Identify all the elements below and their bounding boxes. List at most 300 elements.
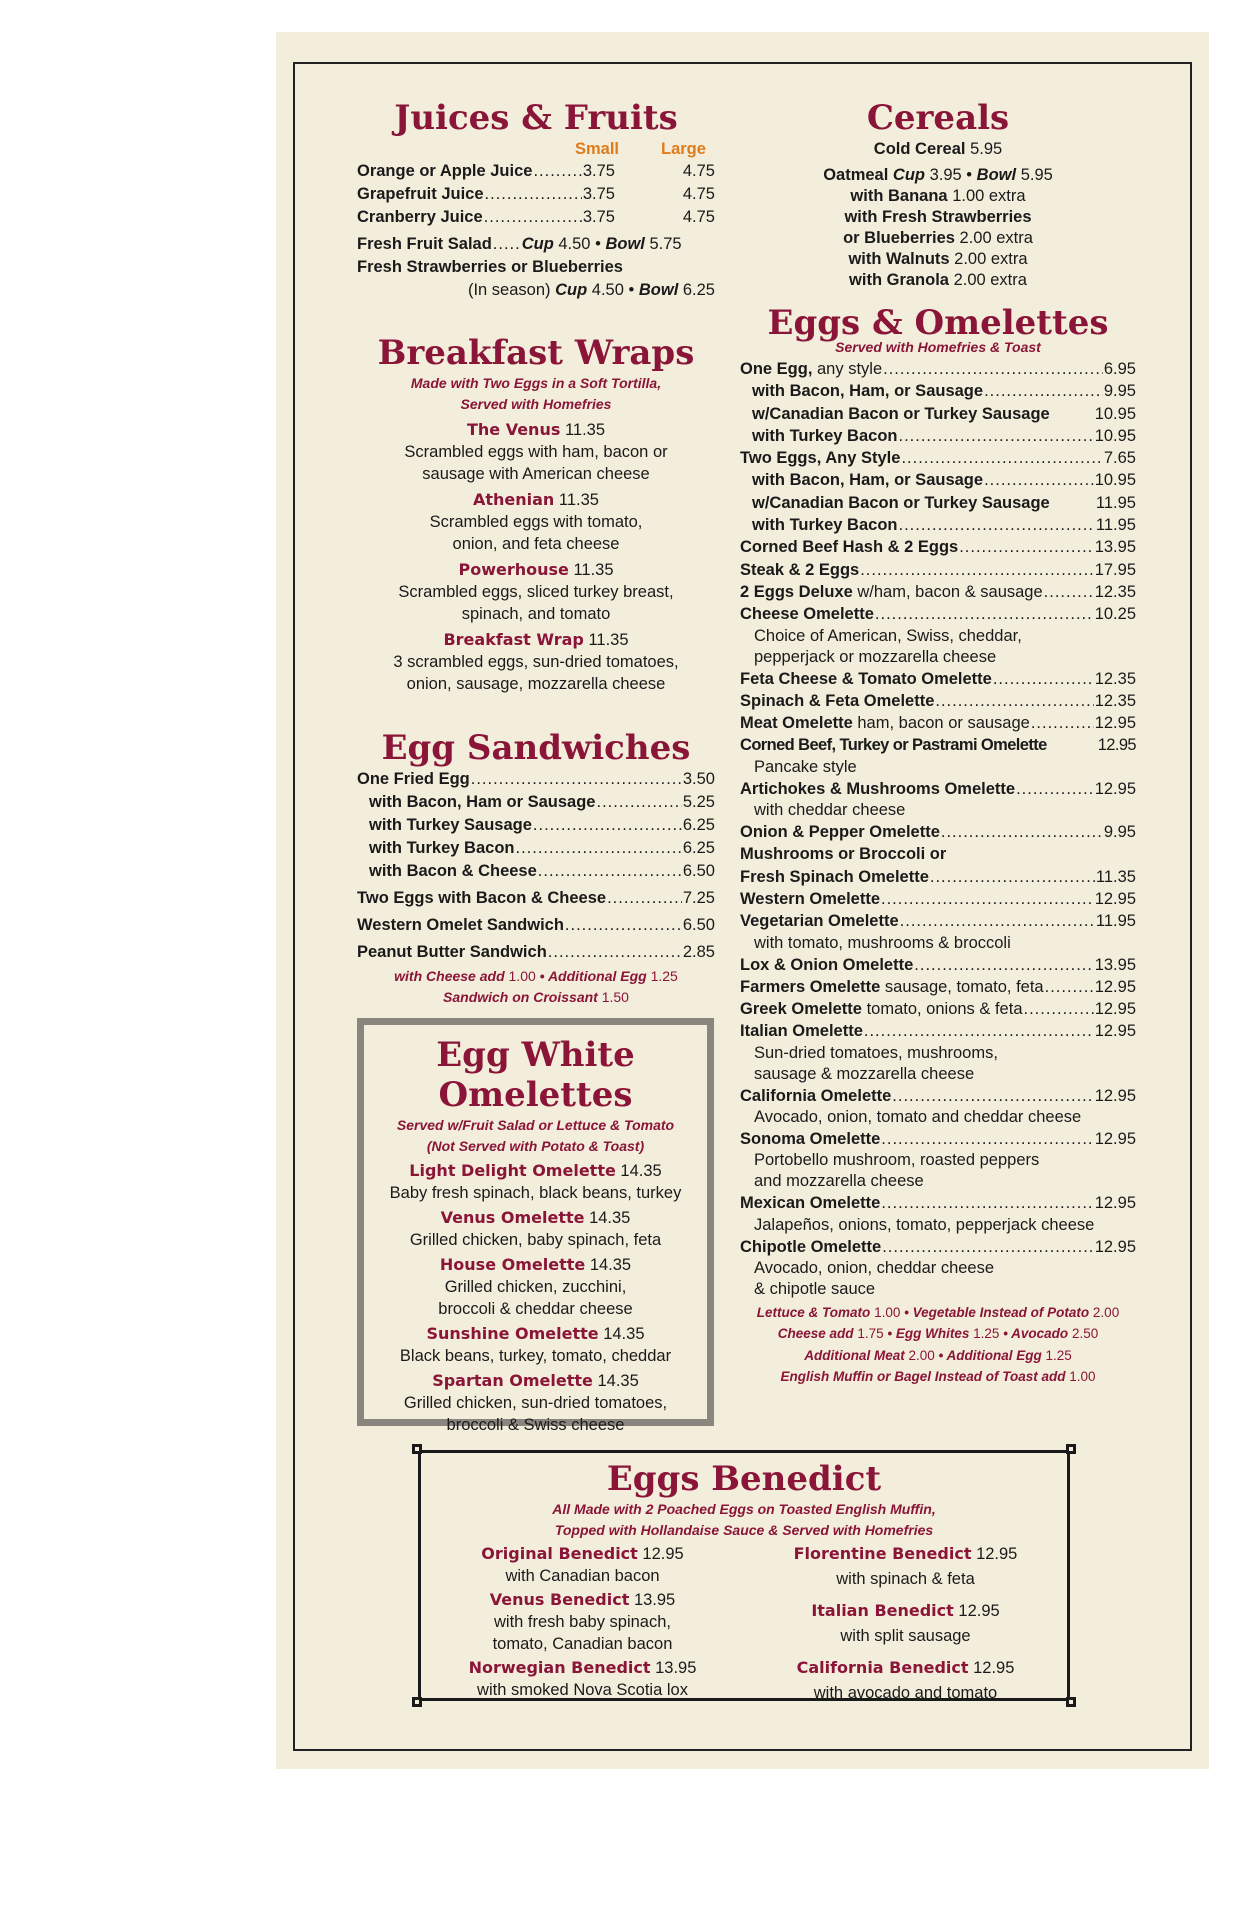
- wrap-desc: Scrambled eggs, sliced turkey breast,: [398, 583, 674, 601]
- egg-item-price: 9.95: [1103, 823, 1136, 842]
- egg-item-desc: with cheddar cheese: [754, 801, 906, 820]
- egg-white-price: 14.35: [603, 1325, 645, 1343]
- egg-item-price: 13.95: [1094, 538, 1136, 557]
- egg-item-extra: tomato, onions & feta: [861, 1000, 1023, 1019]
- egg-item-name: Spinach & Feta Omelette: [740, 691, 935, 710]
- note-text: Avocado: [1011, 1326, 1069, 1342]
- benedict-desc: with split sausage: [840, 1627, 971, 1645]
- benedict-price: 12.95: [958, 1602, 1000, 1620]
- leader-dots: [485, 183, 582, 206]
- egg-white-name: Light Delight Omelette: [409, 1161, 616, 1180]
- juice-name: Orange or Apple Juice: [357, 162, 533, 180]
- juice-row: [357, 160, 715, 183]
- egg-item-name: with Bacon, Ham, or Sausage: [752, 471, 984, 490]
- benedict-item: [744, 1657, 1067, 1679]
- note-price: 2.50: [1071, 1326, 1099, 1342]
- wrap-item: [357, 489, 715, 511]
- egg-item-name: Corned Beef, Turkey or Pastrami Omelette: [740, 736, 1047, 755]
- sandwich-row: [357, 860, 715, 883]
- egg-item-extra: sausage, tomato, feta: [880, 977, 1044, 996]
- egg-item-price: 12.95: [1094, 1130, 1136, 1149]
- egg-item-name: Lox & Onion Omelette: [740, 955, 914, 974]
- egg-item-name: Onion & Pepper Omelette: [740, 823, 940, 842]
- egg-item-name: with Bacon, Ham, or Sausage: [752, 382, 984, 401]
- wrap-desc: sausage with American cheese: [422, 465, 650, 483]
- egg-note-line: [740, 1345, 1136, 1367]
- egg-white-desc: Grilled chicken, sun-dried tomatoes,: [403, 1394, 668, 1412]
- juice-large-price: 4.75: [682, 185, 715, 203]
- benedict-price: 13.95: [655, 1659, 697, 1677]
- egg-row: [740, 514, 1136, 536]
- wrap-item: [357, 629, 715, 651]
- juice-list: [357, 160, 715, 229]
- leader-dots: [607, 887, 682, 910]
- egg-item-price: 7.65: [1103, 449, 1136, 468]
- benedict-box: [418, 1450, 1070, 1701]
- egg-row: [740, 778, 1136, 800]
- egg-white-item: [364, 1254, 707, 1276]
- juice-small-price: 3.75: [582, 185, 615, 203]
- egg-item-name: Italian Omelette: [740, 1022, 863, 1041]
- egg-row: [740, 536, 1136, 558]
- egg-row: [740, 559, 1136, 581]
- egg-item-price: 10.95: [1094, 471, 1136, 490]
- egg-item-price: 10.95: [1094, 426, 1136, 445]
- wrap-name: Powerhouse: [458, 560, 569, 579]
- juice-row: [357, 206, 715, 229]
- cereal-extra-name: with Walnuts: [848, 250, 950, 268]
- benedict-name: Italian Benedict: [811, 1601, 954, 1620]
- size-large-label: Large: [661, 140, 706, 158]
- egg-item-name: Greek Omelette: [740, 1000, 862, 1019]
- benedict-desc: tomato, Canadian bacon: [492, 1635, 673, 1653]
- egg-item-price: 12.95: [1094, 1022, 1136, 1041]
- note-separator: •: [904, 1304, 909, 1320]
- cereal-extras-list: [738, 186, 1138, 291]
- egg-item-price: 10.25: [1094, 605, 1136, 624]
- egg-white-item: [364, 1160, 707, 1182]
- sandwich-note-1: with Cheese add 1.00 • Additional Egg 1.25: [394, 968, 678, 984]
- leader-dots: [538, 860, 682, 883]
- benedict-subtitle-1: All Made with 2 Poached Eggs on Toasted English Muffin,: [552, 1501, 936, 1517]
- sandwich-price: 5.25: [682, 793, 715, 811]
- sandwich-name: with Bacon, Ham or Sausage: [369, 793, 596, 811]
- note-price: 2.00: [1092, 1304, 1120, 1320]
- egg-item-price: 6.95: [1103, 360, 1136, 378]
- egg-white-price: 14.35: [589, 1209, 631, 1227]
- egg-item-name: Fresh Spinach Omelette: [740, 867, 929, 886]
- sandwich-name: Western Omelet Sandwich: [357, 916, 564, 934]
- benedict-item: [744, 1600, 1067, 1622]
- leader-dots: [864, 1020, 1094, 1042]
- egg-row: [740, 1192, 1136, 1214]
- wrap-name: The Venus: [466, 420, 561, 439]
- sandwich-row: [357, 837, 715, 860]
- sandwich-price: 6.25: [682, 816, 715, 834]
- sandwich-name: with Bacon & Cheese: [369, 862, 537, 880]
- note-price: 1.00: [1069, 1369, 1096, 1385]
- sandwich-list: [357, 768, 715, 964]
- egg-item-price: 12.95: [1094, 779, 1136, 798]
- egg-item-name: Sonoma Omelette: [740, 1130, 881, 1149]
- egg-row: [740, 976, 1136, 998]
- egg-item-name: w/Canadian Bacon or Turkey Sausage: [752, 493, 1050, 512]
- leader-dots: [471, 768, 682, 791]
- wrap-desc: Scrambled eggs with tomato,: [429, 513, 643, 531]
- eggs-notes: [740, 1302, 1136, 1388]
- benedict-item: [744, 1543, 1067, 1565]
- cereal-extra: [738, 186, 1138, 207]
- juice-small-price: 3.75: [582, 162, 615, 180]
- leader-dots: [898, 425, 1093, 447]
- egg-item-name: w/Canadian Bacon or Turkey Sausage: [752, 404, 1050, 423]
- leader-dots: [883, 358, 1103, 380]
- egg-row: [740, 910, 1136, 932]
- egg-item-price: 13.95: [1094, 955, 1136, 974]
- egg-item-name: Feta Cheese & Tomato Omelette: [740, 669, 992, 688]
- wrap-item: [357, 419, 715, 441]
- cereals-title: Cereals: [866, 98, 1010, 138]
- egg-row: [740, 492, 1136, 514]
- sandwich-price: 2.85: [682, 943, 715, 961]
- benedict-price: 13.95: [633, 1591, 676, 1609]
- egg-row: [740, 843, 1136, 865]
- benedict-item: [421, 1657, 744, 1679]
- juice-name: Cranberry Juice: [357, 208, 483, 226]
- egg-white-desc: broccoli & cheddar cheese: [438, 1300, 633, 1318]
- egg-row: [740, 954, 1136, 976]
- egg-item-price: 12.35: [1094, 691, 1136, 710]
- leader-dots: [993, 668, 1094, 690]
- egg-item-price: 12.95: [1094, 977, 1136, 996]
- egg-item-price: 12.95: [1094, 714, 1136, 733]
- leader-dots: [515, 837, 681, 860]
- wraps-subtitle-1: Made with Two Eggs in a Soft Tortilla,: [410, 375, 662, 391]
- egg-white-name: Venus Omelette: [440, 1208, 585, 1227]
- note-separator: •: [938, 1347, 944, 1363]
- egg-white-subtitle-2: (Not Served with Potato & Toast): [426, 1138, 645, 1154]
- leader-dots: [941, 821, 1103, 843]
- egg-item-name: Vegetarian Omelette: [740, 912, 899, 931]
- benedict-name: Norwegian Benedict: [468, 1658, 651, 1677]
- egg-item-desc: sausage & mozzarella cheese: [754, 1064, 975, 1083]
- egg-item-price: 11.95: [1095, 912, 1136, 931]
- egg-item-desc: Pancake style: [754, 757, 857, 776]
- egg-white-desc: Grilled chicken, zucchini,: [444, 1278, 627, 1296]
- egg-item-desc: Avocado, onion, tomato and cheddar cheese: [754, 1108, 1082, 1127]
- egg-row: [740, 380, 1136, 402]
- leader-dots: [548, 941, 682, 964]
- leader-dots: [565, 914, 682, 937]
- egg-item-name: Western Omelette: [740, 889, 880, 908]
- benedict-desc: with fresh baby spinach,: [493, 1613, 671, 1631]
- sandwiches-title: Egg Sandwiches: [381, 728, 691, 768]
- note-text: Additional Meat: [804, 1347, 905, 1363]
- cereal-extra: [738, 270, 1138, 291]
- juice-large-price: 4.75: [682, 162, 715, 180]
- egg-row: [740, 581, 1136, 603]
- note-text: Lettuce & Tomato: [756, 1304, 871, 1320]
- egg-note-line: [740, 1302, 1136, 1324]
- egg-item-desc: Avocado, onion, cheddar cheese: [754, 1258, 995, 1277]
- egg-row: [740, 425, 1136, 447]
- egg-row: [740, 998, 1136, 1020]
- size-small-label: Small: [575, 140, 620, 158]
- egg-row: [740, 358, 1136, 380]
- leader-dots: [875, 603, 1094, 625]
- benedict-name: Venus Benedict: [489, 1590, 630, 1609]
- egg-item-name: Mexican Omelette: [740, 1194, 881, 1213]
- egg-white-item: [364, 1370, 707, 1392]
- wrap-list: [357, 419, 715, 695]
- leader-dots: [533, 814, 682, 837]
- benedict-price: 12.95: [973, 1659, 1015, 1677]
- egg-item-name: Chipotle Omelette: [740, 1237, 882, 1256]
- egg-item-price: 12.35: [1094, 669, 1136, 688]
- note-price: 2.00: [908, 1347, 935, 1363]
- leader-dots: [914, 954, 1093, 976]
- egg-item-name: Farmers Omelette: [740, 977, 881, 996]
- egg-item-extra: any style: [812, 360, 883, 378]
- juice-name: Grapefruit Juice: [357, 185, 484, 203]
- leader-dots: [1044, 581, 1094, 603]
- benedict-right-list: [744, 1541, 1067, 1704]
- note-text: English Muffin or Bagel Instead of Toast add: [780, 1369, 1066, 1385]
- leader-dots: [596, 791, 681, 814]
- egg-row: [740, 1236, 1136, 1258]
- egg-row: [740, 866, 1136, 888]
- sandwich-row: [357, 791, 715, 814]
- wrap-item: [357, 559, 715, 581]
- leader-dots: [901, 447, 1102, 469]
- wrap-desc: 3 scrambled eggs, sun-dried tomatoes,: [393, 653, 679, 671]
- egg-item-name: Cheese Omelette: [740, 605, 874, 624]
- egg-item-name: with Turkey Bacon: [752, 426, 898, 445]
- egg-row: [740, 888, 1136, 910]
- leader-dots: [1045, 976, 1094, 998]
- cereal-extra-name: with Fresh Strawberries: [844, 208, 1032, 226]
- cereal-extra: [738, 228, 1138, 249]
- benedict-name: Florentine Benedict: [793, 1544, 972, 1563]
- egg-white-list: [364, 1160, 707, 1436]
- egg-item-name: Corned Beef Hash & 2 Eggs: [740, 538, 959, 557]
- benedict-name: California Benedict: [796, 1658, 969, 1677]
- berries-price-row: (In season) Cup 4.50 • Bowl 6.25: [467, 281, 715, 299]
- benedict-price: 12.95: [976, 1545, 1018, 1563]
- sandwich-price: 3.50: [682, 770, 715, 788]
- egg-item-price: 12.95: [1094, 1000, 1136, 1019]
- leader-dots: [1031, 712, 1094, 734]
- egg-white-desc: Grilled chicken, baby spinach, feta: [409, 1231, 662, 1249]
- sandwich-price: 6.25: [682, 839, 715, 857]
- benedict-desc: with Canadian bacon: [505, 1567, 660, 1585]
- egg-white-price: 14.35: [597, 1372, 639, 1390]
- leader-dots: [881, 1192, 1093, 1214]
- wrap-price: 11.35: [558, 491, 599, 509]
- sandwich-name: with Turkey Bacon: [369, 839, 515, 857]
- sandwich-name: Peanut Butter Sandwich: [357, 943, 547, 961]
- egg-item-price: 12.95: [1094, 889, 1136, 908]
- leader-dots: [1016, 778, 1094, 800]
- eggs-list: [740, 358, 1136, 1300]
- egg-white-desc: broccoli & Swiss cheese: [446, 1416, 625, 1434]
- sandwich-row: [357, 768, 715, 791]
- cereal-extra-name: with Banana: [850, 187, 948, 205]
- leader-dots: [860, 559, 1093, 581]
- wrap-price: 11.35: [573, 561, 614, 579]
- egg-item-name: with Turkey Bacon: [752, 516, 898, 535]
- leader-dots: [935, 690, 1093, 712]
- benedict-title: Eggs Benedict: [606, 1459, 882, 1499]
- egg-item-extra: w/ham, bacon & sausage: [852, 582, 1043, 601]
- benedict-left-list: [421, 1541, 744, 1704]
- benedict-subtitle-2: Topped with Hollandaise Sauce & Served with Homefries: [554, 1522, 934, 1538]
- note-price: 1.00: [874, 1304, 901, 1320]
- wraps-section: [357, 333, 715, 695]
- benedict-price: 12.95: [642, 1545, 684, 1563]
- wrap-name: Athenian: [472, 490, 555, 509]
- benedict-item: [421, 1543, 744, 1565]
- egg-row: [740, 821, 1136, 843]
- juices-section: [357, 98, 715, 302]
- wrap-name: Breakfast Wrap: [443, 630, 584, 649]
- egg-white-name: Sunshine Omelette: [426, 1324, 599, 1343]
- egg-row: [740, 603, 1136, 625]
- egg-white-subtitle-1: Served w/Fruit Salad or Lettuce & Tomato: [396, 1117, 675, 1133]
- egg-note-line: [740, 1366, 1136, 1388]
- juice-large-price: 4.75: [682, 208, 715, 226]
- egg-white-name: Spartan Omelette: [432, 1371, 593, 1390]
- cereal-extra: [738, 207, 1138, 228]
- egg-row: [740, 469, 1136, 491]
- egg-item-price: 12.95: [1094, 1086, 1136, 1105]
- egg-row: [740, 690, 1136, 712]
- leader-dots: [1024, 998, 1094, 1020]
- egg-row: [740, 403, 1136, 425]
- wraps-subtitle-2: Served with Homefries: [460, 396, 612, 412]
- cereal-extra: [738, 249, 1138, 270]
- egg-item-desc: and mozzarella cheese: [754, 1172, 924, 1191]
- leader-dots: [930, 866, 1095, 888]
- cereal-extra-price: 1.00 extra: [952, 187, 1026, 205]
- note-text: Egg Whites: [895, 1326, 970, 1342]
- leader-dots: [898, 514, 1094, 536]
- eggs-title: Eggs & Omelettes: [767, 303, 1109, 343]
- egg-row: [740, 668, 1136, 690]
- cereal-extra-price: 2.00 extra: [954, 250, 1028, 268]
- egg-white-price: 14.35: [620, 1162, 662, 1180]
- egg-item-name: Artichokes & Mushrooms Omelette: [740, 779, 1016, 798]
- egg-white-box: [357, 1018, 714, 1434]
- eggs-section: [740, 303, 1136, 1388]
- cereal-extra-name: with Granola: [849, 271, 949, 289]
- leader-dots: [881, 888, 1094, 910]
- egg-white-title: Egg White Omelettes: [436, 1035, 635, 1115]
- leader-dots: [484, 206, 582, 229]
- egg-white-name: House Omelette: [439, 1255, 586, 1274]
- egg-item-desc: Jalapeños, onions, tomato, pepperjack cheese: [754, 1215, 1095, 1234]
- egg-row: [740, 734, 1136, 756]
- egg-item-desc: Choice of American, Swiss, cheddar,: [754, 626, 1022, 645]
- egg-note-line: [740, 1323, 1136, 1345]
- sandwich-row: [357, 814, 715, 837]
- egg-item-price: 11.95: [1095, 493, 1136, 512]
- egg-row: [740, 1020, 1136, 1042]
- egg-item-price: 10.95: [1094, 404, 1136, 423]
- leader-dots: [984, 380, 1103, 402]
- egg-row: [740, 1128, 1136, 1150]
- cereal-extra-price: 2.00 extra: [953, 271, 1027, 289]
- cereals-section: [738, 98, 1138, 291]
- sandwich-price: 6.50: [682, 916, 715, 934]
- size-header: [357, 138, 715, 160]
- wrap-desc: onion, and feta cheese: [452, 535, 620, 553]
- egg-item-price: 12.95: [1094, 1194, 1136, 1213]
- benedict-name: Original Benedict: [481, 1544, 638, 1563]
- cold-cereal-row: Cold Cereal 5.95: [873, 140, 1003, 158]
- note-separator: •: [887, 1326, 893, 1342]
- cereal-extra-price: 2.00 extra: [959, 229, 1033, 247]
- sandwich-note-2: Sandwich on Croissant 1.50: [443, 989, 629, 1005]
- leader-dots: [984, 469, 1094, 491]
- juices-title: Juices & Fruits: [394, 98, 678, 138]
- leader-dots: [900, 910, 1095, 932]
- egg-item-price: 11.95: [1095, 516, 1136, 535]
- egg-white-desc: Baby fresh spinach, black beans, turkey: [389, 1184, 682, 1202]
- egg-item-desc: pepperjack or mozzarella cheese: [754, 647, 997, 666]
- eggs-subtitle: Served with Homefries & Toast: [835, 339, 1041, 355]
- egg-item-price: 12.35: [1094, 582, 1136, 601]
- egg-item-price: 12.95: [1094, 1237, 1136, 1256]
- egg-item-name: Two Eggs, Any Style: [740, 449, 901, 468]
- juice-small-price: 3.75: [582, 208, 615, 226]
- benedict-desc: with smoked Nova Scotia lox: [477, 1681, 688, 1699]
- wrap-desc: onion, sausage, mozzarella cheese: [406, 675, 666, 693]
- sandwich-row: [357, 941, 715, 964]
- sandwich-price: 7.25: [682, 889, 715, 907]
- egg-white-item: [364, 1323, 707, 1345]
- egg-item-price: 12.95: [1097, 736, 1136, 755]
- note-text: Vegetable Instead of Potato: [912, 1304, 1090, 1320]
- leader-dots: [882, 1236, 1094, 1258]
- cereal-extra-name: or Blueberries: [843, 229, 955, 247]
- egg-row: [740, 712, 1136, 734]
- wrap-desc: spinach, and tomato: [461, 605, 611, 623]
- note-price: 1.25: [1045, 1347, 1072, 1363]
- leader-dots: [881, 1128, 1093, 1150]
- egg-item-name: Meat Omelette: [740, 714, 853, 733]
- sandwich-name: One Fried Egg: [357, 770, 470, 788]
- sandwich-name: Two Eggs with Bacon & Cheese: [357, 889, 607, 907]
- oatmeal-row: Oatmeal Cup 3.95 • Bowl 5.95: [823, 166, 1053, 184]
- wrap-desc: Scrambled eggs with ham, bacon or: [404, 443, 668, 461]
- egg-item-price: 11.35: [1095, 867, 1136, 886]
- note-separator: •: [1003, 1326, 1008, 1342]
- sandwich-row: [357, 887, 715, 910]
- sandwiches-section: [357, 728, 715, 1008]
- sandwich-name: with Turkey Sausage: [369, 816, 532, 834]
- leader-dots: [959, 536, 1093, 558]
- leader-dots: [892, 1085, 1093, 1107]
- egg-item-name: California Omelette: [740, 1086, 892, 1105]
- wrap-price: 11.35: [564, 421, 606, 439]
- egg-item-desc: Sun-dried tomatoes, mushrooms,: [754, 1043, 998, 1062]
- egg-white-price: 14.35: [589, 1256, 632, 1274]
- egg-item-name: One Egg,: [740, 360, 813, 378]
- wrap-price: 11.35: [588, 631, 629, 649]
- note-text: Cheese add: [777, 1326, 854, 1342]
- note-price: 1.75: [857, 1326, 884, 1342]
